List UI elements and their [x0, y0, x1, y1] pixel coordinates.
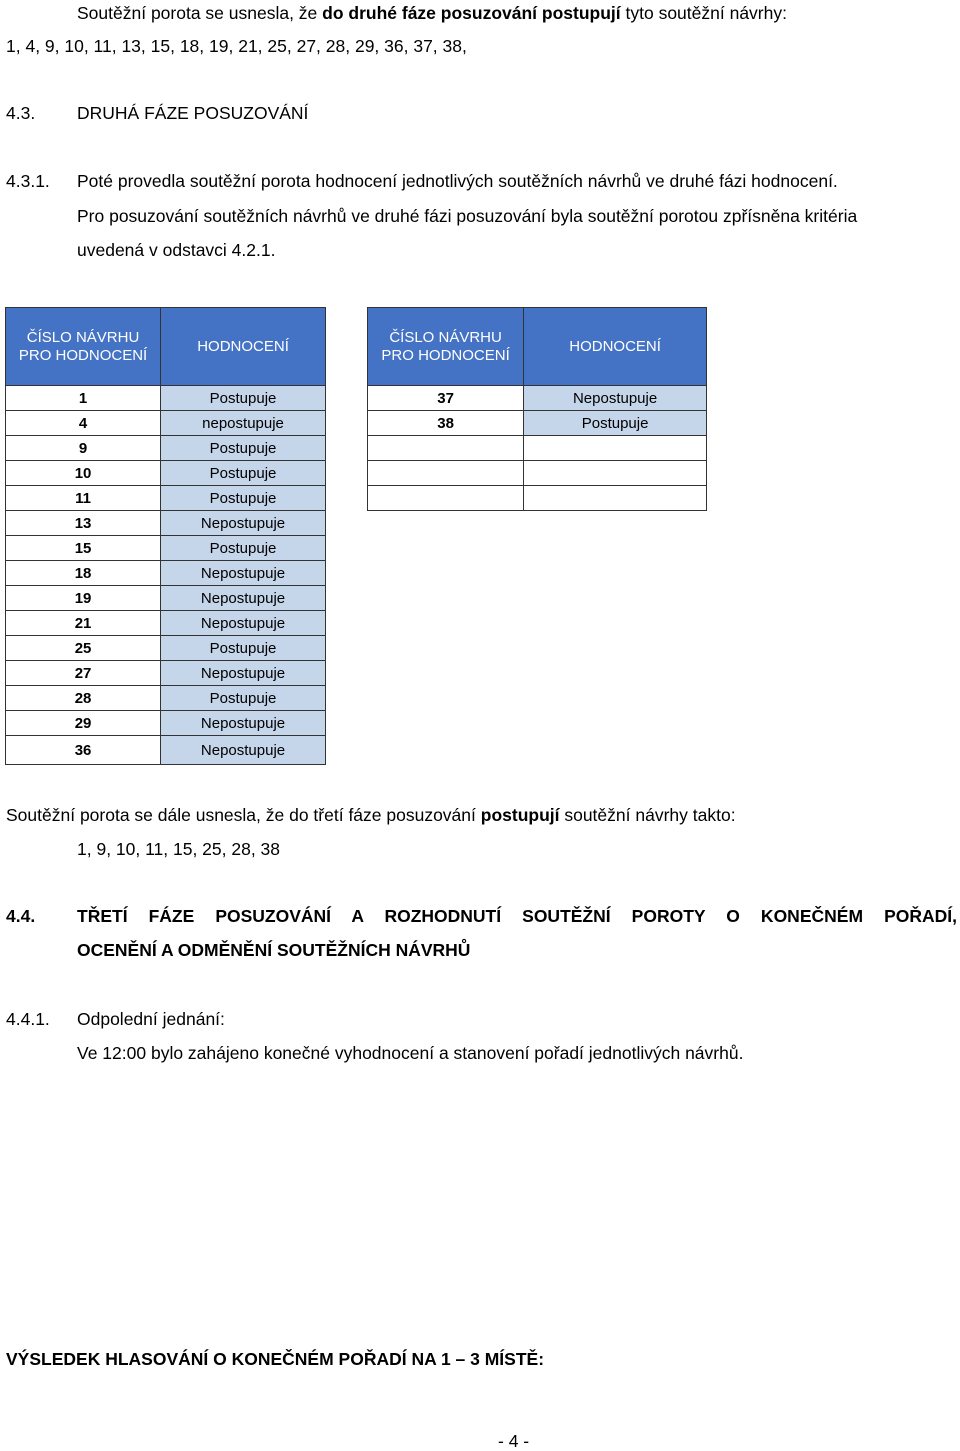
section-43-number: 4.3. — [6, 103, 36, 123]
rating-cell: Nepostupuje — [161, 611, 326, 636]
results-heading: VÝSLEDEK HLASOVÁNÍ O KONEČNÉM POŘADÍ NA 1 – 3 MÍSTĚ: — [6, 1349, 545, 1369]
intro-text-bold: do druhé fáze posuzování postupují — [322, 3, 621, 23]
rating-cell — [524, 486, 707, 511]
rating-cell: nepostupuje — [161, 411, 326, 436]
table-row — [6, 411, 326, 436]
rating-cell: Postupuje — [161, 536, 326, 561]
rating-cell: Postupuje — [161, 486, 326, 511]
right-header-number-line1: ČÍSLO NÁVRHU — [389, 328, 502, 346]
right-header-rating: HODNOCENÍ — [524, 308, 707, 386]
table-row — [368, 436, 707, 461]
intro-sentence — [77, 3, 787, 23]
proposal-number-cell: 36 — [6, 736, 161, 765]
section-441-title: Odpolední jednání: — [77, 1009, 225, 1029]
table-row — [6, 436, 326, 461]
third-phase-text-before: Soutěžní porota se dále usnesla, že do třetí fáze posuzování — [6, 805, 481, 825]
third-phase-sentence — [6, 805, 736, 825]
table-row — [6, 711, 326, 736]
page-number: - 4 - — [498, 1431, 530, 1451]
table-row — [6, 561, 326, 586]
proposal-number-cell — [368, 486, 524, 511]
table-row — [6, 636, 326, 661]
section-431-line1: Poté provedla soutěžní porota hodnocení jednotlivých soutěžních návrhů ve druhé fázi hodnocení. — [77, 171, 838, 191]
section-431-number: 4.3.1. — [6, 171, 50, 191]
proposal-number-cell: 21 — [6, 611, 161, 636]
rating-cell: Postupuje — [161, 686, 326, 711]
rating-cell: Nepostupuje — [161, 736, 326, 765]
section-441-number: 4.4.1. — [6, 1009, 50, 1029]
section-44-line2: OCENĚNÍ A ODMĚNĚNÍ SOUTĚŽNÍCH NÁVRHŮ — [77, 940, 471, 960]
third-phase-text-after: soutěžní návrhy takto: — [559, 805, 736, 825]
section-431-line2: Pro posuzování soutěžních návrhů ve druhé fázi posuzování byla soutěžní porotou zpřísněna kritéria — [77, 206, 858, 226]
proposal-number-cell: 15 — [6, 536, 161, 561]
rating-cell: Nepostupuje — [161, 586, 326, 611]
third-phase-text-bold: postupují — [480, 805, 560, 825]
proposal-number-cell: 4 — [6, 411, 161, 436]
table-row — [368, 411, 707, 436]
table-row — [368, 486, 707, 511]
table-row — [6, 511, 326, 536]
left-header-number-line1: ČÍSLO NÁVRHU — [26, 328, 140, 346]
proposal-number-cell: 28 — [6, 686, 161, 711]
rating-cell — [524, 436, 707, 461]
proposal-number-cell: 13 — [6, 511, 161, 536]
left-header-rating: HODNOCENÍ — [161, 308, 326, 386]
proposal-number-cell — [368, 436, 524, 461]
intro-numbers: 1, 4, 9, 10, 11, 13, 15, 18, 19, 21, 25, 27, 28, 29, 36, 37, 38, — [6, 36, 467, 56]
rating-cell: Nepostupuje — [161, 511, 326, 536]
table-row — [6, 586, 326, 611]
section-431-line3: uvedená v odstavci 4.2.1. — [77, 240, 276, 260]
left-header-number-line2: PRO HODNOCENÍ — [18, 346, 148, 364]
table-row — [6, 536, 326, 561]
left-header-number — [6, 308, 161, 386]
proposal-number-cell: 25 — [6, 636, 161, 661]
rating-cell: Postupuje — [161, 386, 326, 411]
table-row — [6, 661, 326, 686]
section-43-title: DRUHÁ FÁZE POSUZOVÁNÍ — [77, 103, 309, 123]
rating-cell: Postupuje — [161, 636, 326, 661]
proposal-number-cell: 37 — [368, 386, 524, 411]
rating-cell — [524, 461, 707, 486]
rating-cell: Nepostupuje — [161, 711, 326, 736]
proposal-number-cell: 18 — [6, 561, 161, 586]
section-441-text: Ve 12:00 bylo zahájeno konečné vyhodnocení a stanovení pořadí jednotlivých návrhů. — [77, 1043, 744, 1063]
table-row — [6, 461, 326, 486]
table-row — [6, 611, 326, 636]
rating-cell: Postupuje — [161, 436, 326, 461]
proposal-number-cell: 27 — [6, 661, 161, 686]
third-phase-numbers: 1, 9, 10, 11, 15, 25, 28, 38 — [77, 839, 281, 859]
table-row — [6, 486, 326, 511]
intro-text-after: tyto soutěžní návrhy: — [620, 3, 787, 23]
table-row — [6, 736, 326, 765]
right-results-table — [367, 307, 707, 511]
proposal-number-cell — [368, 461, 524, 486]
proposal-number-cell: 38 — [368, 411, 524, 436]
proposal-number-cell: 1 — [6, 386, 161, 411]
right-header-number — [368, 308, 524, 386]
rating-cell: Nepostupuje — [524, 386, 707, 411]
proposal-number-cell: 9 — [6, 436, 161, 461]
section-44-line1: TŘETÍ FÁZE POSUZOVÁNÍ A ROZHODNUTÍ SOUTĚŽNÍ POROTY O KONEČNÉM POŘADÍ, — [77, 906, 957, 926]
intro-text-before: Soutěžní porota se usnesla, že — [77, 3, 323, 23]
table-row — [368, 386, 707, 411]
table-row — [6, 686, 326, 711]
right-header-number-line2: PRO HODNOCENÍ — [381, 346, 510, 364]
rating-cell: Nepostupuje — [161, 561, 326, 586]
rating-cell: Postupuje — [161, 461, 326, 486]
section-44-number: 4.4. — [6, 906, 36, 926]
proposal-number-cell: 11 — [6, 486, 161, 511]
rating-cell: Postupuje — [524, 411, 707, 436]
table-row — [6, 386, 326, 411]
rating-cell: Nepostupuje — [161, 661, 326, 686]
proposal-number-cell: 29 — [6, 711, 161, 736]
proposal-number-cell: 10 — [6, 461, 161, 486]
left-results-table — [5, 307, 326, 765]
proposal-number-cell: 19 — [6, 586, 161, 611]
table-row — [368, 461, 707, 486]
